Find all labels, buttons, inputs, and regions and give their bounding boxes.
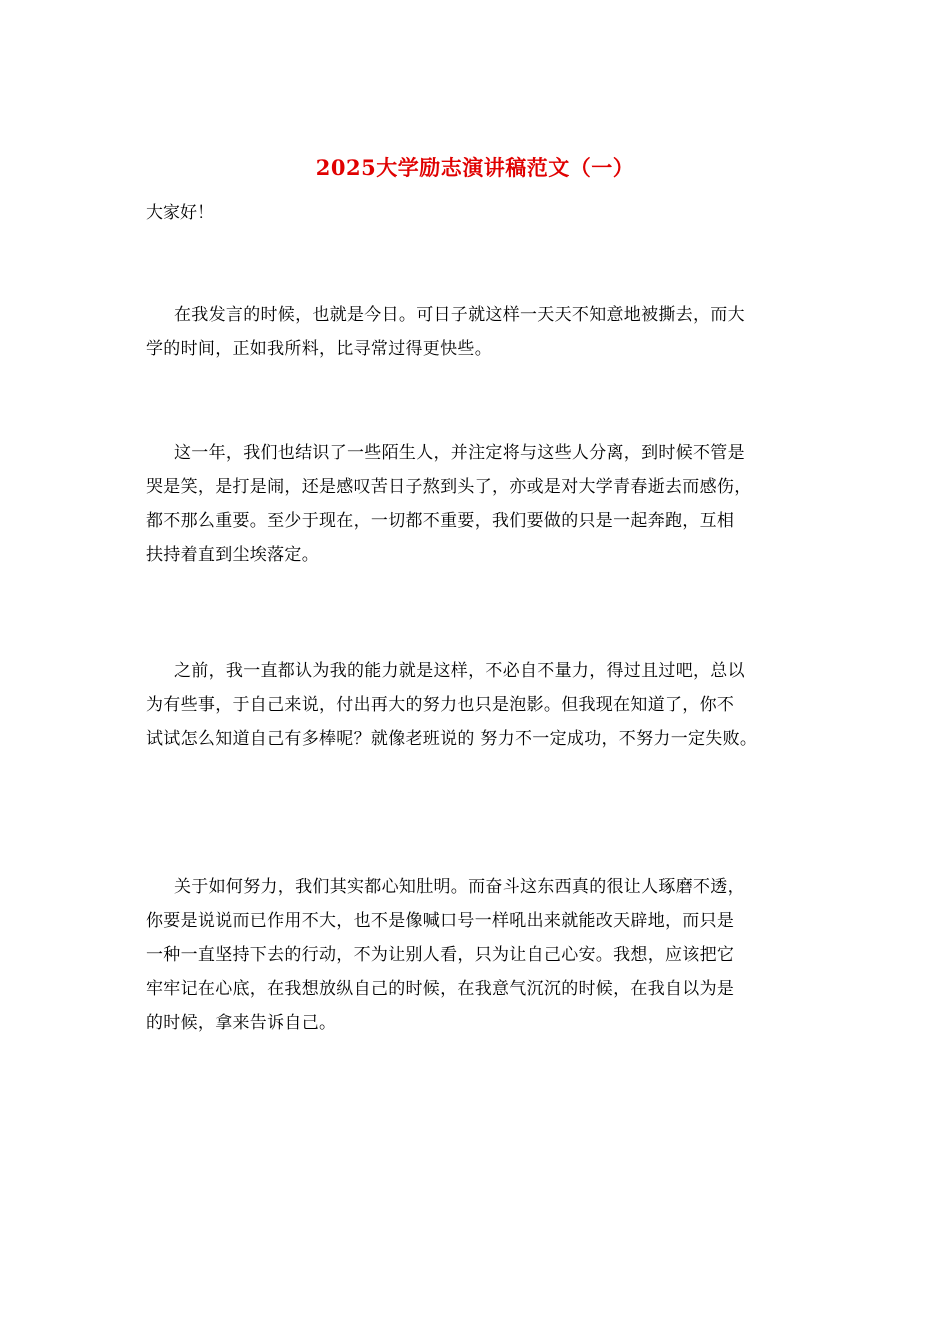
paragraph-line: 之前，我一直都认为我的能力就是这样，不必自不量力，得过且过吧，总以: [174, 661, 745, 681]
paragraph-line: 的时候，拿来告诉自己。: [146, 1013, 337, 1033]
paragraph-4: [146, 870, 816, 1040]
paragraph-line: 牢牢记在心底，在我想放纵自己的时候，在我意气沉沉的时候，在我自以为是: [146, 979, 735, 999]
paragraph-line: 哭是笑，是打是闹，还是感叹苦日子熬到头了，亦或是对大学青春逝去而感伤，: [146, 477, 752, 497]
greeting: 大家好！: [146, 203, 214, 223]
paragraph-line: 扶持着直到尘埃落定。: [146, 545, 319, 565]
document-title: 2025大学励志演讲稿范文（一）: [315, 155, 635, 180]
paragraph-line: 为有些事，于自己来说，付出再大的努力也只是泡影。但我现在知道了，你不: [146, 695, 735, 715]
paragraph-line: 都不那么重要。至少于现在，一切都不重要，我们要做的只是一起奔跑，互相: [146, 511, 735, 531]
paragraph-line: 一种一直坚持下去的行动，不为让别人看，只为让自己心安。我想，应该把它: [146, 945, 735, 965]
paragraph-2: [146, 436, 816, 572]
paragraph-line: 关于如何努力，我们其实都心知肚明。而奋斗这东西真的很让人琢磨不透，: [174, 877, 745, 897]
paragraph-3: [146, 654, 816, 756]
paragraph-line: 这一年，我们也结识了一些陌生人，并注定将与这些人分离，到时候不管是: [174, 443, 745, 463]
paragraph-line: 你要是说说而已作用不大，也不是像喊口号一样吼出来就能改天辟地，而只是: [146, 911, 735, 931]
paragraph-line: 学的时间，正如我所料，比寻常过得更快些。: [146, 339, 492, 359]
paragraph-line: 在我发言的时候，也就是今日。可日子就这样一天天不知意地被撕去，而大: [174, 305, 745, 325]
paragraph-1: [146, 298, 816, 366]
paragraph-line: 试试怎么知道自己有多棒呢？就像老班说的 努力不一定成功，不努力一定失败。: [146, 729, 758, 749]
